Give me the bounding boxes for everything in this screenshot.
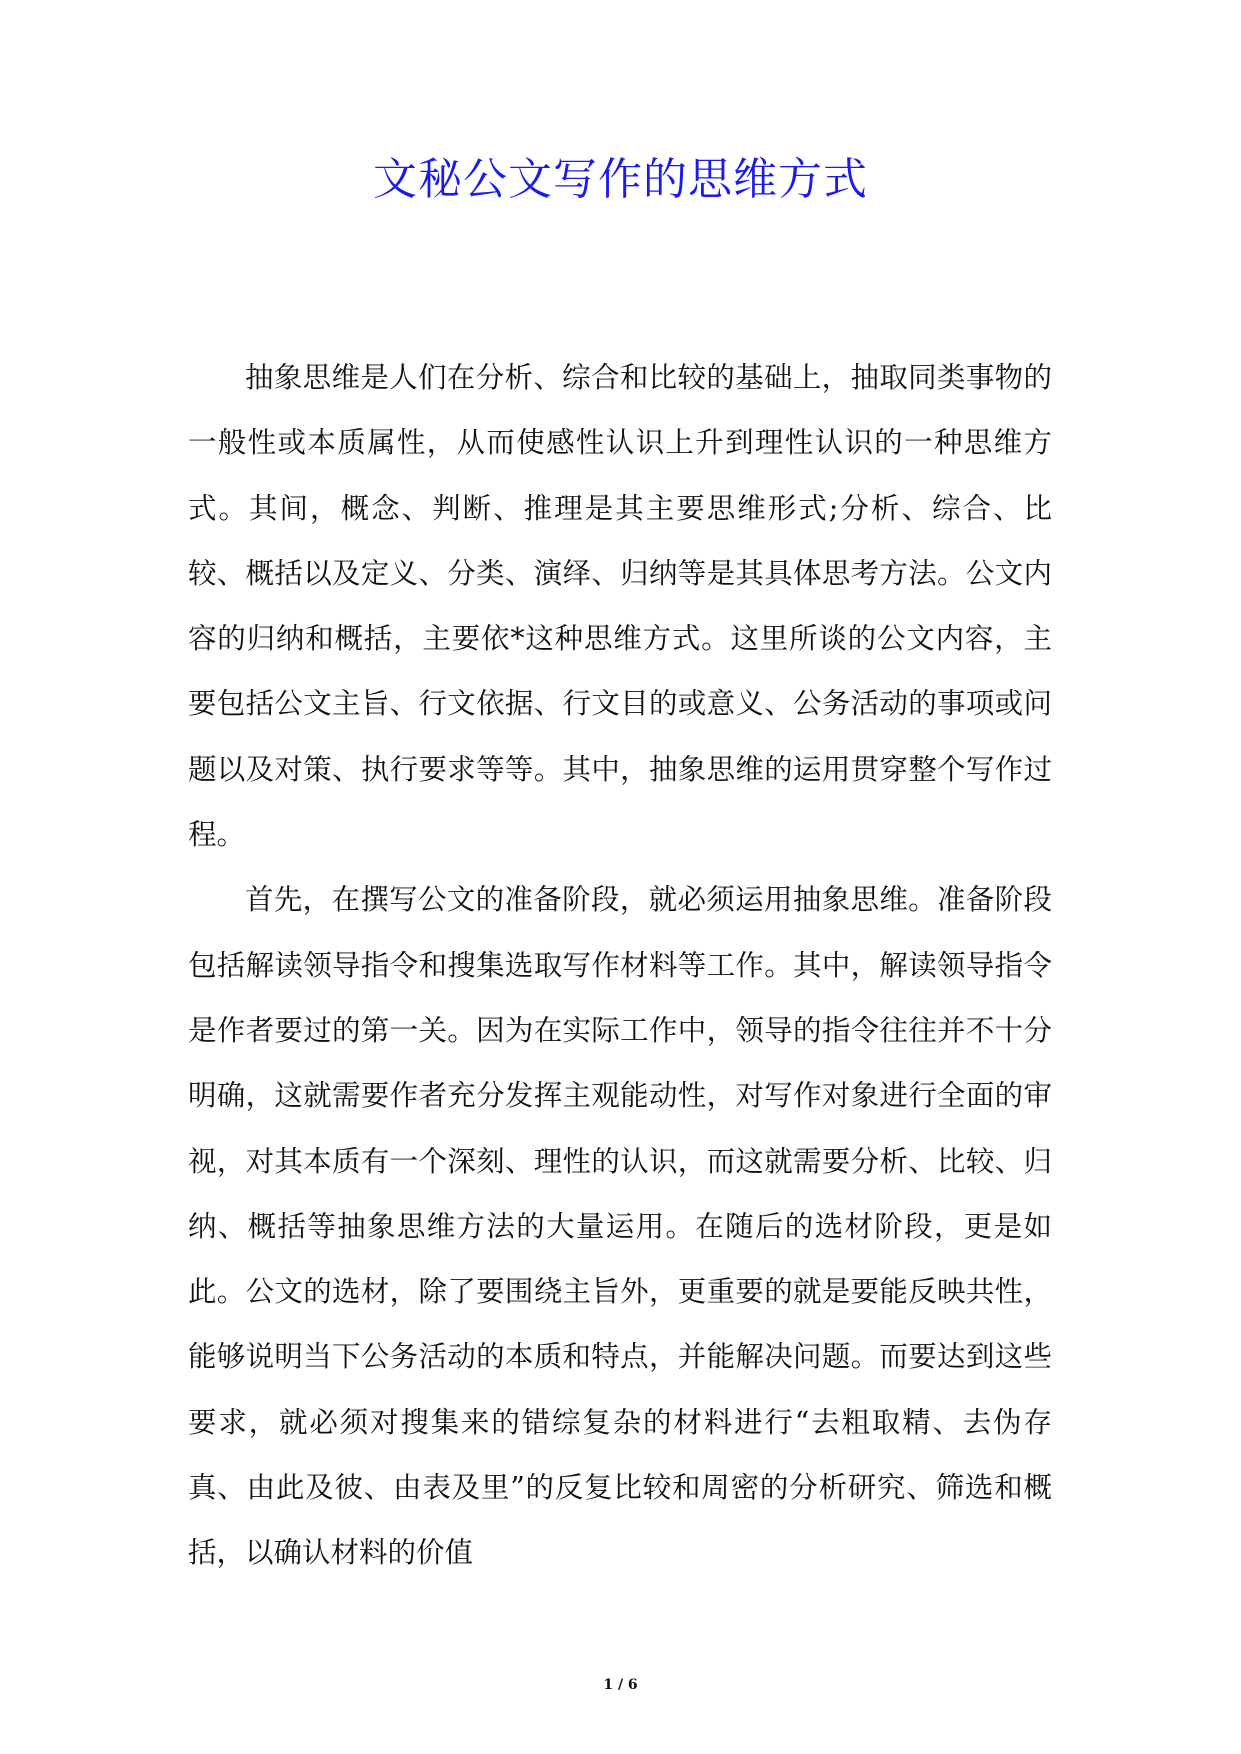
document-title: 文秘公文写作的思维方式 — [373, 154, 868, 205]
paragraph-2: 首先，在撰写公文的准备阶段，就必须运用抽象思维。准备阶段包括解读领导指令和搜集选取写作材料等工作。其中，解读领导指令是作者要过的第一关。因为在实际工作中，领导的指令往往并不十分明确，这就需要作者充分发挥主观能动性，对写作对象进行全面的审视，对其本质有一个深刻、理性的认识，而这就需要分析、比较、归纳、概括等抽象思维方法的大量运用。在随后的选材阶段，更是如此。公文的选材，除了要围绕主旨外，更重要的就是要能反映共性，能够说明当下公务活动的本质和特点，并能解决问题。而要达到这些要求，就必须对搜集来的错综复杂的材料进行“去粗取精、去伪存真、由此及彼、由表及里”的反复比较和周密的分析研究、筛选和概括，以确认材料的价值 — [188, 883, 1052, 1570]
page-number: 1 / 6 — [603, 1677, 638, 1693]
document-body — [188, 345, 1052, 1586]
paragraph-1: 抽象思维是人们在分析、综合和比较的基础上，抽取同类事物的一般性或本质属性，从而使感性认识上升到理性认识的一种思维方式。其间，概念、判断、推理是其主要思维形式;分析、综合、比较、概括以及定义、分类、演绎、归纳等是其具体思考方法。公文内容的归纳和概括，主要依*这种思维方式。这里所谈的公文内容，主要包括公文主旨、行文依据、行文目的或意义、公务活动的事项或问题以及对策、执行要求等等。其中，抽象思维的运用贯穿整个写作过程。 — [188, 361, 1052, 852]
